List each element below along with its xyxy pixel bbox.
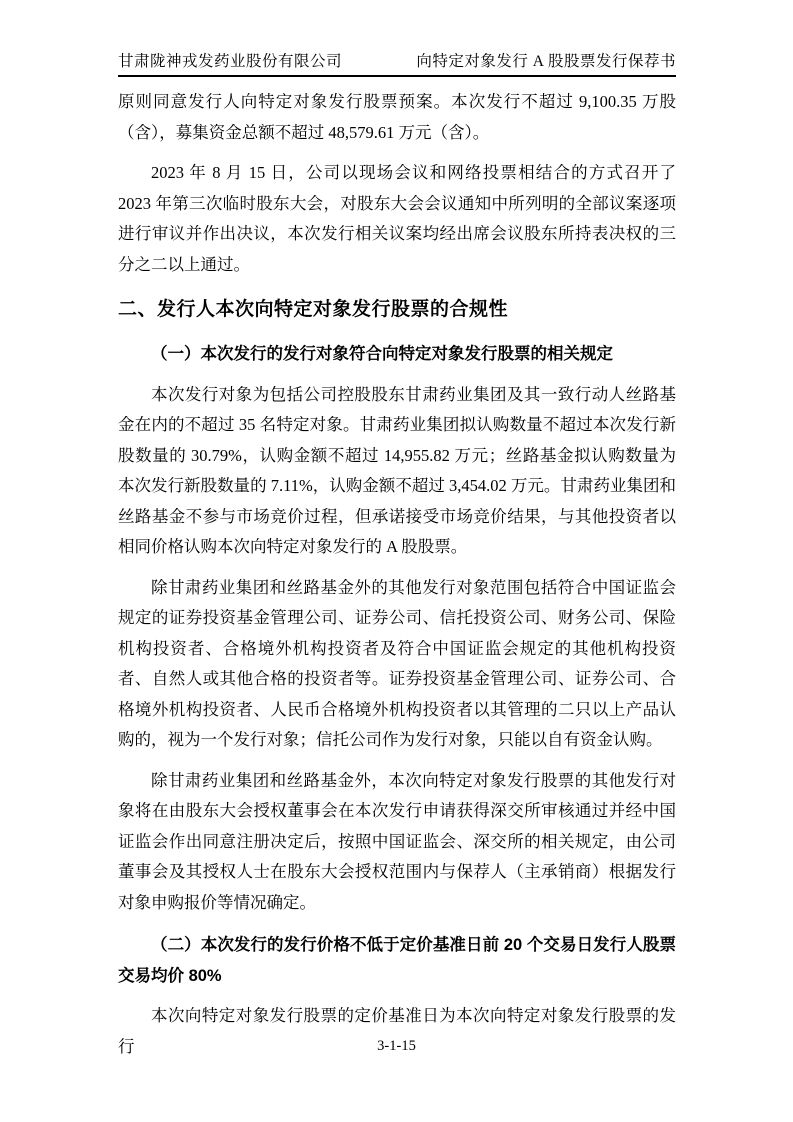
- paragraph: 除甘肃药业集团和丝路基金外，本次向特定对象发行股票的其他发行对象将在由股东大会授权董事会在本次发行申请获得深交所审核通过并经中国证监会作出同意注册决定后，按照中国证监会、深交所的相关规定，由公司董事会及其授权人士在股东大会授权范围内与保荐人（主承销商）根据发行对象申购报价等情况确定。: [118, 770, 676, 912]
- paragraph-continuation: 原则同意发行人向特定对象发行股票预案。本次发行不超过 9,100.35 万股（含），募集资金总额不超过 48,579.61 万元（含）。: [118, 92, 676, 142]
- page-header: [118, 0, 676, 77]
- section-heading-2: 二、发行人本次向特定对象发行股票的合规性: [118, 299, 509, 320]
- header-doc-title: 向特定对象发行 A 股股票发行保荐书: [416, 53, 676, 70]
- paragraph: 本次向特定对象发行股票的定价基准日为本次向特定对象发行股票的发行: [118, 1006, 676, 1056]
- page-footer: [0, 1038, 793, 1055]
- paragraph: 本次发行对象为包括公司控股股东甘肃药业集团及其一致行动人丝路基金在内的不超过 35 名特定对象。甘肃药业集团拟认购数量不超过本次发行新股数量的 30.79%，认购金额不超过 14,955.82 万元；丝路基金拟认购数量为本次发行新股数量的 7.11%，认购金额不超过 3,454.02 万元。甘肃药业集团和丝路基金不参与市场竞价过程，但承诺接受市场竞价结果，与其他投资者以相同价格认购本次向特定对象发行的 A 股股票。: [118, 384, 676, 556]
- paragraph: 2023 年 8 月 15 日，公司以现场会议和网络投票相结合的方式召开了 2023 年第三次临时股东大会，对股东大会会议通知中所列明的全部议案逐项进行审议并作出决议，本次发行相关议案均经出席会议股东所持表决权的三分之二以上通过。: [118, 163, 676, 274]
- document-body: [118, 87, 676, 1062]
- page-number: 3-1-15: [377, 1038, 416, 1054]
- header-company-name: 甘肃陇神戎发药业股份有限公司: [118, 53, 343, 70]
- page-container: [118, 0, 676, 1122]
- subsection-heading-2-2: （二）本次发行的发行价格不低于定价基准日前 20 个交易日发行人股票交易均价 80%: [118, 936, 676, 985]
- subsection-heading-2-1: （一）本次发行的发行对象符合向特定对象发行股票的相关规定: [151, 345, 613, 363]
- paragraph: 除甘肃药业集团和丝路基金外的其他发行对象范围包括符合中国证监会规定的证券投资基金管理公司、证券公司、信托投资公司、财务公司、保险机构投资者、合格境外机构投资者及符合中国证监会规定的其他机构投资者、自然人或其他合格的投资者等。证券投资基金管理公司、证券公司、合格境外机构投资者、人民币合格境外机构投资者以其管理的二只以上产品认购的，视为一个发行对象；信托公司作为发行对象，只能以自有资金认购。: [118, 577, 676, 749]
